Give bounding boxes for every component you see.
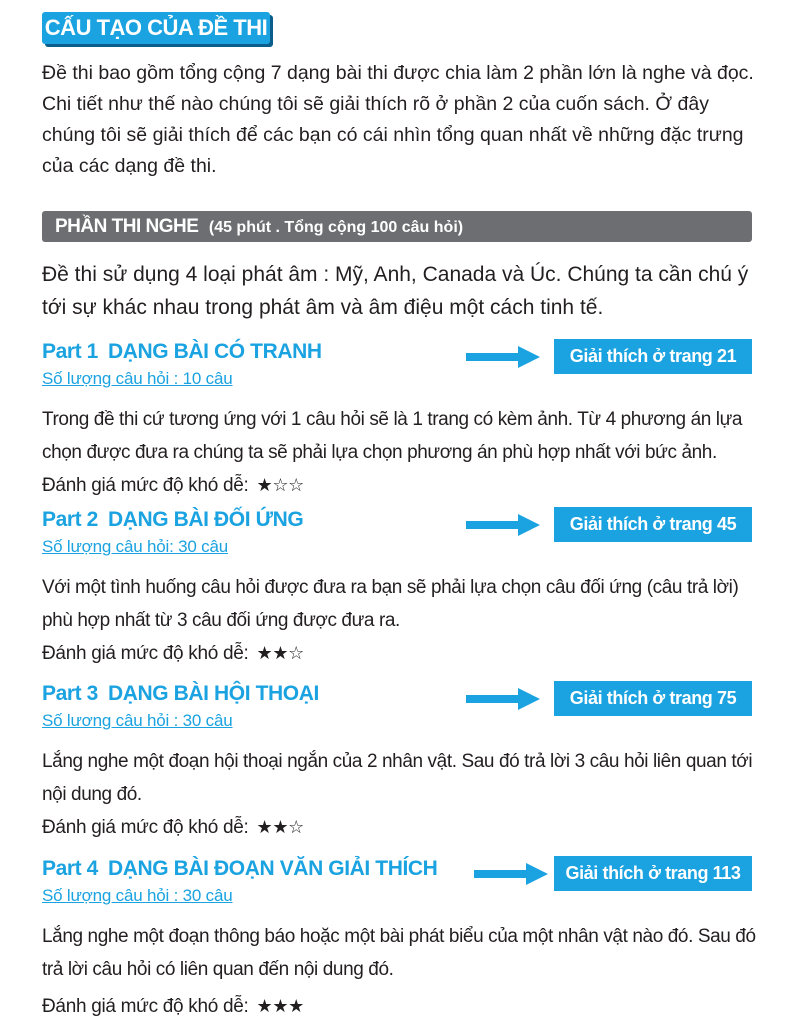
part-description: Lắng nghe một đoạn hội thoại ngắn của 2 nhân vật. Sau đó trả lời 3 câu hỏi liên quan tới nội dung đó. bbox=[42, 751, 753, 805]
part-name: DẠNG BÀI ĐỐI ỨNG bbox=[107, 508, 304, 531]
part-2 bbox=[42, 508, 758, 670]
section-title: PHẦN THI NGHE bbox=[55, 216, 199, 237]
rating-label: Đánh giá mức độ khó dễ: bbox=[42, 475, 249, 496]
rating-label: Đánh giá mức độ khó dễ: bbox=[42, 996, 249, 1017]
question-count: Số lương câu hỏi : 30 câu bbox=[42, 711, 233, 730]
part-title bbox=[42, 508, 303, 532]
part-1 bbox=[42, 340, 758, 502]
part-number: Part 4 bbox=[42, 857, 98, 880]
intro-paragraph: Đề thi bao gồm tổng cộng 7 dạng bài thi được chia làm 2 phần lớn là nghe và đọc. Chi tiết như thế nào chúng tôi sẽ giải thích rõ ở phần 2 của cuốn sách. Ở đây chúng tôi sẽ giải thích để các bạn có cái nhìn tổng quan nhất về những đặc trưng của các dạng đề thi. bbox=[42, 62, 754, 177]
part-title bbox=[42, 857, 437, 881]
part-name: DẠNG BÀI CÓ TRANH bbox=[107, 340, 322, 363]
question-count: Số lượng câu hỏi : 30 câu bbox=[42, 886, 233, 905]
part-4 bbox=[42, 857, 758, 1023]
page-reference-link[interactable]: Giải thích ở trang 113 bbox=[554, 856, 752, 891]
difficulty-rating bbox=[42, 990, 758, 1023]
arrow-right-icon bbox=[466, 514, 540, 536]
part-description: Trong đề thi cứ tương ứng với 1 câu hỏi sẽ là 1 trang có kèm ảnh. Từ 4 phương án lựa chọn được đưa ra chúng ta sẽ phải lựa chọn phương án phù hợp nhất với bức ảnh. bbox=[42, 409, 743, 463]
question-count: Số lượng câu hỏi: 30 câu bbox=[42, 537, 228, 556]
arrow-right-icon bbox=[466, 688, 540, 710]
difficulty-rating bbox=[42, 811, 758, 844]
rating-label: Đánh giá mức độ khó dễ: bbox=[42, 817, 249, 838]
arrow-right-icon bbox=[466, 346, 540, 368]
part-description: Lắng nghe một đoạn thông báo hoặc một bài phát biểu của một nhân vật nào đó. Sau đó trả lời câu hỏi có liên quan đến nội dung đó. bbox=[42, 926, 756, 980]
question-count: Số lượng câu hỏi : 10 câu bbox=[42, 369, 233, 388]
part-description: Với một tình huống câu hỏi được đưa ra bạn sẽ phải lựa chọn câu đối ứng (câu trả lời) phù hợp nhất từ 3 câu đối ứng được đưa ra. bbox=[42, 577, 739, 631]
page-reference-link[interactable]: Giải thích ở trang 45 bbox=[554, 507, 752, 542]
arrow-right-icon bbox=[474, 863, 548, 885]
star-rating-icon: ★★☆ bbox=[256, 643, 305, 664]
listening-intro: Đề thi sử dụng 4 loại phát âm : Mỹ, Anh, Canada và Úc. Chúng ta cần chú ý tới sự khác nhau trong phát âm và âm điệu một cách tinh tế. bbox=[42, 263, 749, 319]
part-number: Part 2 bbox=[42, 508, 98, 531]
part-name: DẠNG BÀI HỘI THOẠI bbox=[107, 682, 319, 705]
page-title: CẤU TẠO CỦA ĐỀ THI bbox=[42, 12, 270, 44]
section-subtitle: (45 phút . Tổng cộng 100 câu hỏi) bbox=[208, 219, 464, 236]
star-rating-icon: ★★☆ bbox=[256, 817, 305, 838]
part-title bbox=[42, 340, 322, 364]
star-rating-icon: ★☆☆ bbox=[256, 475, 305, 496]
part-title bbox=[42, 682, 319, 706]
page-reference-link[interactable]: Giải thích ở trang 21 bbox=[554, 339, 752, 374]
difficulty-rating bbox=[42, 469, 758, 502]
part-number: Part 1 bbox=[42, 340, 98, 363]
star-rating-icon: ★★★ bbox=[256, 996, 305, 1017]
difficulty-rating bbox=[42, 637, 758, 670]
rating-label: Đánh giá mức độ khó dễ: bbox=[42, 643, 249, 664]
part-name: DẠNG BÀI ĐOẠN VĂN GIẢI THÍCH bbox=[107, 857, 438, 880]
section-header-listening bbox=[42, 211, 752, 242]
part-3 bbox=[42, 682, 758, 844]
part-number: Part 3 bbox=[42, 682, 98, 705]
page-reference-link[interactable]: Giải thích ở trang 75 bbox=[554, 681, 752, 716]
